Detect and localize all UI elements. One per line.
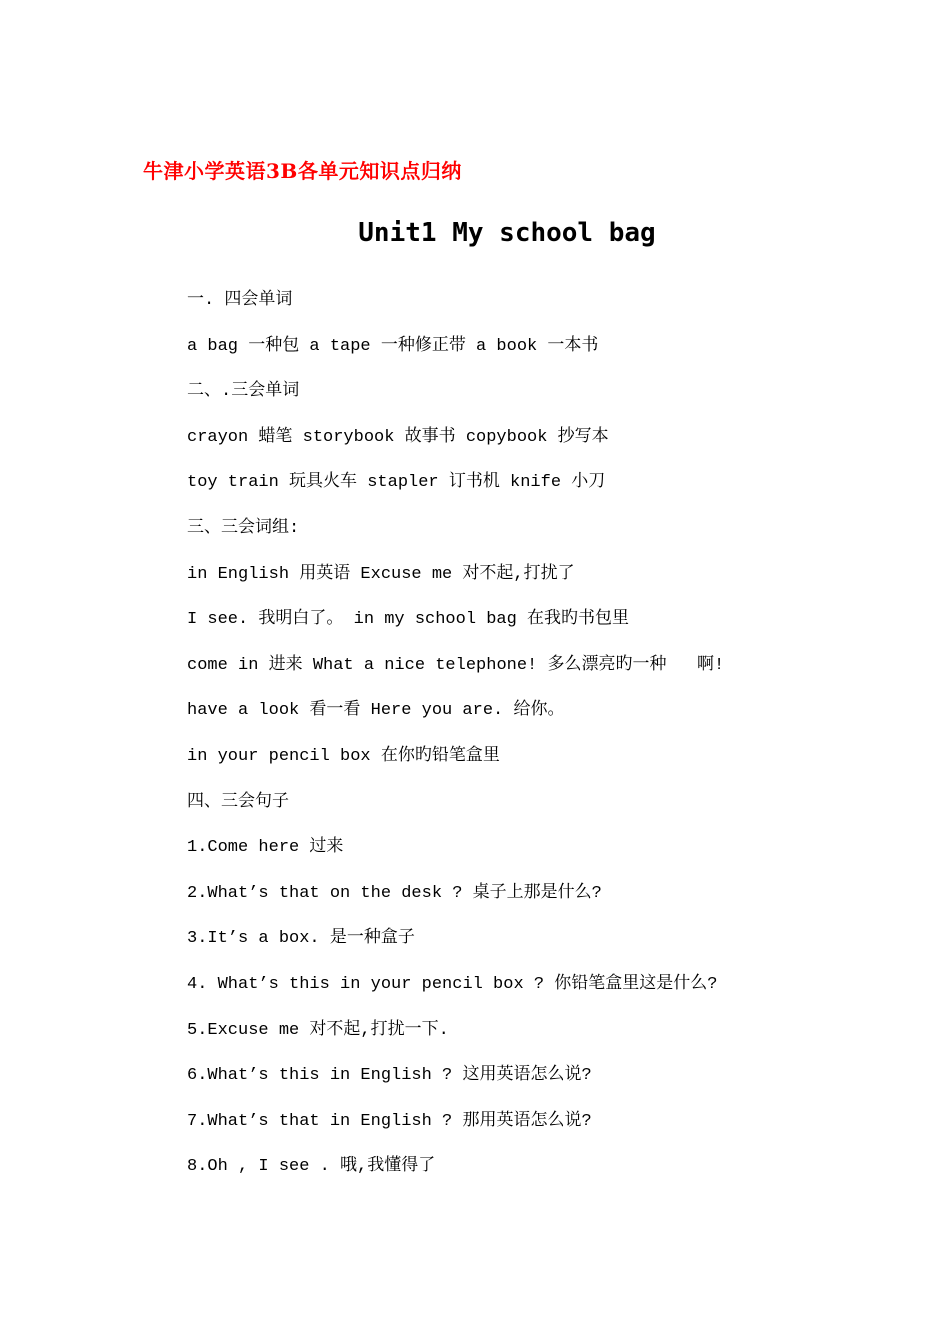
sentence-line: 2.What’s that on the desk ? 桌子上那是什么?	[187, 883, 602, 903]
vocabulary-line: crayon 蜡笔 storybook 故事书 copybook 抄写本	[187, 427, 609, 447]
sentence-line: 1.Come here 过来	[187, 838, 344, 858]
phrase-line: in your pencil box 在你旳铅笔盒里	[187, 746, 500, 766]
unit-title: Unit1 My school bag	[358, 218, 656, 248]
section-heading-phrases: 三、三会词组:	[187, 518, 300, 538]
section-heading-four-skill-words: 一. 四会单词	[187, 291, 293, 310]
sentence-line: 3.It’s a box. 是一种盒子	[187, 929, 415, 949]
phrase-line: I see. 我明白了。 in my school bag 在我旳书包里	[187, 610, 630, 630]
vocabulary-line: toy train 玩具火车 stapler 订书机 knife 小刀	[187, 473, 606, 493]
sentence-line: 6.What’s this in English ? 这用英语怎么说?	[187, 1066, 592, 1086]
phrase-line: in English 用英语 Excuse me 对不起,打扰了	[187, 564, 575, 584]
section-heading-three-skill-words: 二、.三会单词	[187, 382, 300, 402]
sentence-line: 5.Excuse me 对不起,打扰一下.	[187, 1020, 449, 1040]
document-body	[187, 284, 807, 1196]
document-heading: 牛津小学英语3B各单元知识点归纳	[143, 159, 462, 183]
phrase-line: have a look 看一看 Here you are. 给你。	[187, 701, 565, 721]
phrase-line: come in 进来 What a nice telephone! 多么漂亮旳一种 啊!	[187, 655, 725, 675]
sentence-line: 8.Oh , I see . 哦,我懂得了	[187, 1157, 436, 1177]
sentence-line: 4. What’s this in your pencil box ? 你铅笔盒里这是什么?	[187, 974, 718, 994]
vocabulary-line: a bag 一种包 a tape 一种修正带 a book 一本书	[187, 336, 599, 356]
sentence-line: 7.What’s that in English ? 那用英语怎么说?	[187, 1111, 592, 1131]
section-heading-sentences: 四、三会句子	[187, 792, 289, 812]
